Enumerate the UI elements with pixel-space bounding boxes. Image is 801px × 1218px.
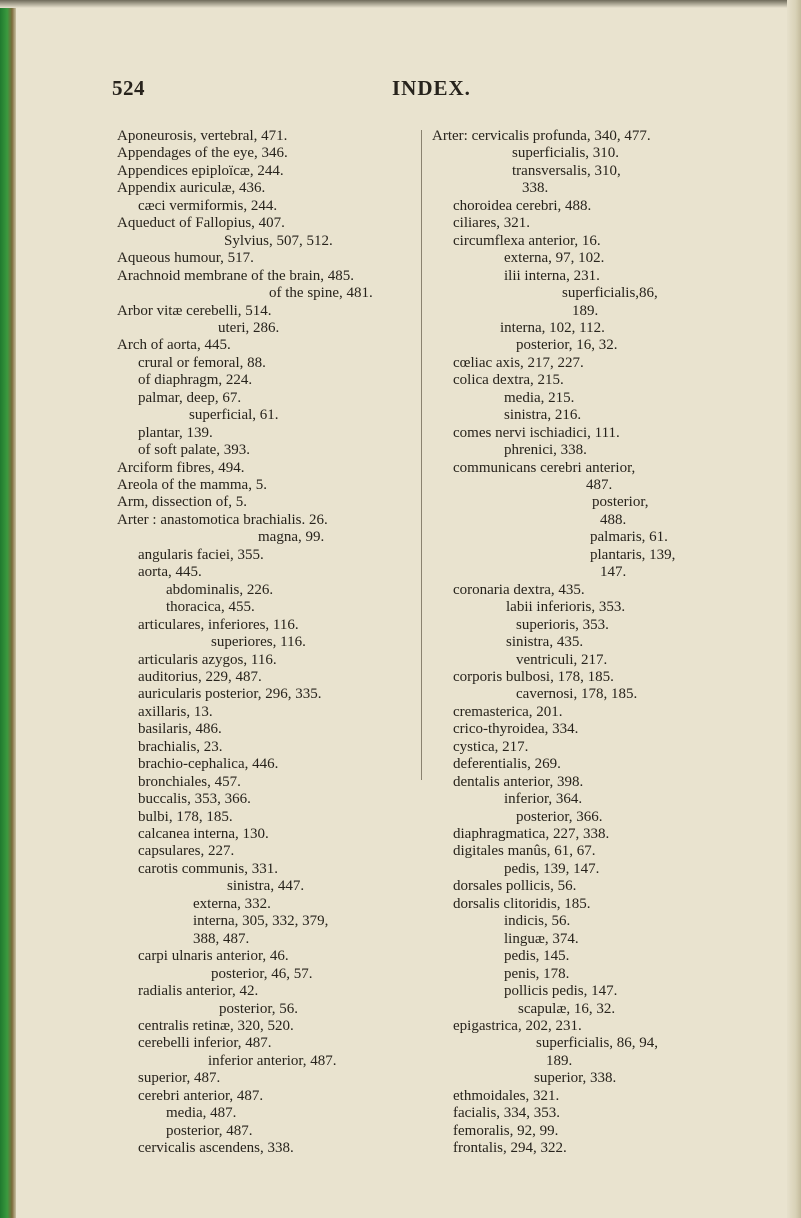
index-entry: thoracica, 455. — [166, 599, 255, 616]
index-entry: buccalis, 353, 366. — [138, 791, 251, 808]
index-entry: 189. — [546, 1052, 573, 1069]
index-entry: 487. — [586, 477, 613, 493]
index-entry: sinistra, 216. — [504, 407, 582, 424]
index-entry: superficialis,86, — [562, 285, 658, 302]
index-entry: choroidea cerebri, 488. — [453, 197, 592, 214]
index-entry: Aponeurosis, vertebral, 471. — [117, 128, 288, 144]
index-entry: Arter : anastomotica brachialis. 26. — [117, 511, 328, 528]
column-divider — [421, 130, 422, 780]
index-entry: cerebri anterior, 487. — [138, 1087, 264, 1104]
index-entry: media, 215. — [504, 389, 575, 406]
index-entry: Arachnoid membrane of the brain, 485. — [117, 267, 355, 284]
index-entry: Appendices epiploïcæ, 244. — [117, 162, 284, 179]
index-entry: articulares, inferiores, 116. — [138, 616, 299, 633]
index-entry: brachialis, 23. — [138, 738, 223, 755]
book-binding-edge — [0, 0, 16, 1218]
index-entry: superficialis, 86, 94, — [536, 1035, 659, 1052]
index-entry: 488. — [600, 511, 627, 528]
index-entry: superior, 487. — [138, 1070, 221, 1087]
index-entry: basilaris, 486. — [138, 721, 222, 738]
index-entry: Sylvius, 507, 512. — [224, 232, 333, 249]
index-entry: dorsales pollicis, 56. — [453, 878, 577, 895]
index-entry: posterior, 366. — [516, 808, 603, 825]
index-entry: carotis communis, 331. — [138, 860, 278, 877]
index-entry: Arm, dissection of, 5. — [117, 494, 247, 511]
index-entry: ilii interna, 231. — [504, 267, 600, 284]
index-entry: circumflexa anterior, 16. — [453, 232, 601, 249]
index-entry: digitales manûs, 61, 67. — [453, 843, 596, 860]
page-title: INDEX. — [392, 76, 471, 100]
index-entry: Aqueous humour, 517. — [117, 250, 254, 267]
index-entry: axillaris, 13. — [138, 703, 213, 720]
index-entry: auditorius, 229, 487. — [138, 668, 262, 685]
index-entry: superficial, 61. — [189, 407, 279, 424]
index-entry: femoralis, 92, 99. — [453, 1122, 559, 1139]
index-entry: scapulæ, 16, 32. — [518, 1000, 616, 1017]
index-entry: facialis, 334, 353. — [453, 1105, 561, 1122]
index-entry: carpi ulnaris anterior, 46. — [138, 948, 289, 965]
index-entry: ethmoidales, 321. — [453, 1087, 560, 1104]
index-entry: plantar, 139. — [138, 424, 213, 441]
index-entry: plantaris, 139, — [590, 546, 676, 563]
index-entry: coronaria dextra, 435. — [453, 581, 585, 598]
index-entry: Appendages of the eye, 346. — [117, 145, 288, 162]
index-entry: of diaphragm, 224. — [138, 372, 253, 389]
index-entry: 388, 487. — [193, 930, 250, 947]
index-entry: bulbi, 178, 185. — [138, 808, 233, 825]
index-entry: cystica, 217. — [453, 738, 529, 755]
index-entry: linguæ, 374. — [504, 930, 579, 947]
index-entry: ciliares, 321. — [453, 215, 531, 232]
index-entry: cervicalis ascendens, 338. — [138, 1140, 294, 1157]
index-entry: palmaris, 61. — [590, 529, 668, 546]
index-entry: Appendix auriculæ, 436. — [117, 180, 266, 197]
index-entry: uteri, 286. — [218, 319, 280, 336]
index-entry: pollicis pedis, 147. — [504, 983, 618, 1000]
index-entry: externa, 332. — [193, 895, 271, 912]
index-entry: pedis, 139, 147. — [504, 860, 600, 877]
index-entry: posterior, 56. — [219, 1000, 298, 1017]
index-entry: penis, 178. — [504, 965, 570, 982]
index-entry: externa, 97, 102. — [504, 250, 605, 267]
index-entry: superior, 338. — [534, 1070, 617, 1087]
index-entry: capsulares, 227. — [138, 843, 235, 860]
index-entry: colica dextra, 215. — [453, 372, 564, 389]
index-entry: cremasterica, 201. — [453, 703, 563, 720]
index-entry: posterior, 46, 57. — [211, 965, 313, 982]
index-entry: sinistra, 435. — [506, 634, 584, 651]
index-entry: phrenici, 338. — [504, 442, 587, 459]
index-entry: angularis faciei, 355. — [138, 546, 264, 563]
index-entry: brachio-cephalica, 446. — [138, 756, 279, 773]
index-entry: superficialis, 310. — [512, 145, 620, 162]
index-entry: of soft palate, 393. — [138, 442, 251, 459]
index-entry: posterior, — [592, 494, 649, 511]
index-entry: inferior anterior, 487. — [208, 1052, 337, 1069]
index-entry: Arciform fibres, 494. — [117, 459, 245, 476]
index-entry: 147. — [600, 564, 627, 581]
index-entry: crural or femoral, 88. — [138, 354, 266, 371]
index-entry: pedis, 145. — [504, 948, 570, 965]
index-entry: interna, 305, 332, 379, — [193, 913, 329, 930]
index-entry: media, 487. — [166, 1105, 237, 1122]
page-top-edge — [0, 0, 801, 8]
index-entry: radialis anterior, 42. — [138, 983, 259, 1000]
index-entry: transversalis, 310, — [512, 162, 621, 179]
index-entry: crico-thyroidea, 334. — [453, 721, 579, 738]
index-entry: cavernosi, 178, 185. — [516, 686, 638, 703]
index-entry: cæci vermiformis, 244. — [138, 197, 278, 214]
index-entry: sinistra, 447. — [227, 878, 305, 895]
index-entry: communicans cerebri anterior, — [453, 459, 636, 476]
index-entry: ventriculi, 217. — [516, 651, 608, 668]
index-entry: Areola of the mamma, 5. — [117, 477, 267, 493]
index-entry: bronchiales, 457. — [138, 773, 241, 790]
index-entry: deferentialis, 269. — [453, 756, 561, 773]
index-entry: calcanea interna, 130. — [138, 826, 269, 842]
index-entry: superiores, 116. — [211, 634, 306, 651]
index-entry: Arbor vitæ cerebelli, 514. — [117, 302, 272, 319]
index-entry: interna, 102, 112. — [500, 319, 605, 336]
index-entry: Arter: cervicalis profunda, 340, 477. — [432, 128, 651, 144]
index-entry: inferior, 364. — [504, 791, 583, 808]
index-entry: articularis azygos, 116. — [138, 651, 277, 668]
index-entry: of the spine, 481. — [269, 285, 373, 302]
index-entry: Arch of aorta, 445. — [117, 337, 231, 354]
index-entry: dentalis anterior, 398. — [453, 773, 584, 790]
index-entry: labii inferioris, 353. — [506, 599, 626, 616]
index-entry: diaphragmatica, 227, 338. — [453, 826, 610, 842]
index-entry: indicis, 56. — [504, 913, 571, 930]
index-entry: posterior, 16, 32. — [516, 337, 618, 354]
index-entry: dorsalis clitoridis, 185. — [453, 895, 591, 912]
index-entry: cerebelli inferior, 487. — [138, 1035, 272, 1052]
index-entry: magna, 99. — [258, 529, 325, 546]
index-entry: abdominalis, 226. — [166, 581, 274, 598]
index-entry: superioris, 353. — [516, 616, 609, 633]
index-entry: posterior, 487. — [166, 1122, 253, 1139]
index-entry: frontalis, 294, 322. — [453, 1140, 567, 1157]
index-entry: 189. — [572, 302, 599, 319]
index-entry: 338. — [522, 180, 549, 197]
index-entry: palmar, deep, 67. — [138, 389, 242, 406]
index-entry: comes nervi ischiadici, 111. — [453, 424, 620, 441]
index-entry: epigastrica, 202, 231. — [453, 1017, 582, 1034]
index-entry: Aqueduct of Fallopius, 407. — [117, 215, 285, 232]
index-entry: corporis bulbosi, 178, 185. — [453, 668, 614, 685]
index-entry: centralis retinæ, 320, 520. — [138, 1017, 294, 1034]
page-number: 524 — [112, 76, 145, 100]
index-entry: auricularis posterior, 296, 335. — [138, 686, 322, 703]
page-right-edge — [787, 0, 801, 1218]
index-entry: aorta, 445. — [138, 564, 202, 581]
index-entry: cœliac axis, 217, 227. — [453, 354, 584, 371]
